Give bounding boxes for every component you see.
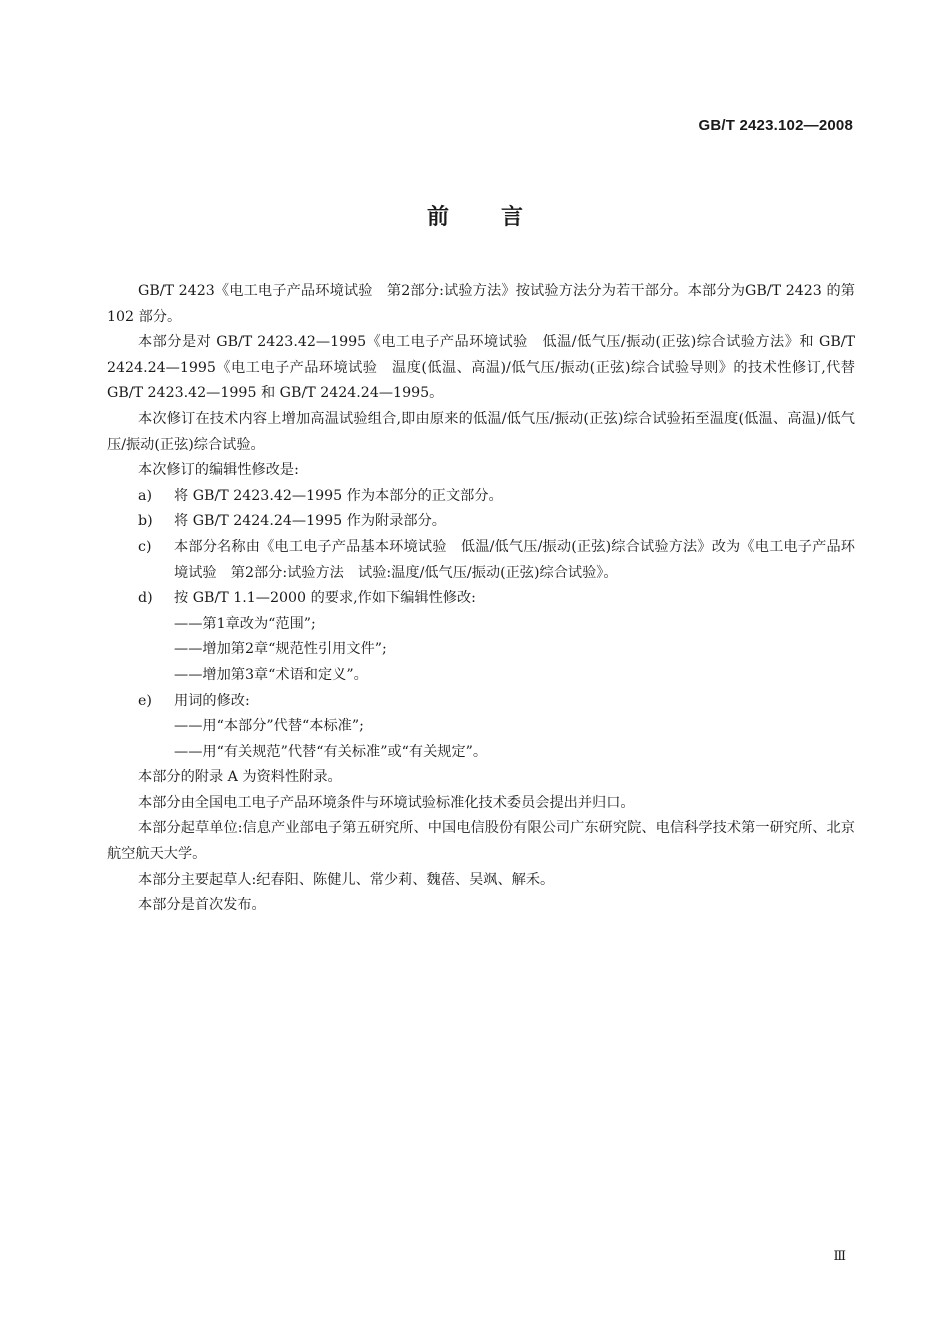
paragraph-first-release: 本部分是首次发布。 xyxy=(138,897,266,914)
sub-item-d3: ——增加第3章“术语和定义”。 xyxy=(174,666,368,683)
list-marker-c: c) xyxy=(138,538,152,555)
list-item-e xyxy=(107,689,855,715)
list-item-a xyxy=(107,484,855,510)
sub-item-e1: ——用“本部分”代替“本标准”; xyxy=(174,718,364,735)
title-char-2: 言 xyxy=(501,205,524,230)
page-number: Ⅲ xyxy=(833,1249,846,1264)
list-marker-b: b) xyxy=(138,513,153,530)
list-text-c: 本部分名称由《电工电子产品基本环境试验 低温/低气压/振动(正弦)综合试验方法》改为《电工电子产品环境试验 第2部分:试验方法 试验:温度/低气压/振动(正弦)综合试验》。 xyxy=(174,538,855,581)
page-title xyxy=(0,200,950,231)
title-char-1: 前 xyxy=(426,205,449,230)
paragraph-technical-change: 本次修订在技术内容上增加高温试验组合,即由原来的低温/低气压/振动(正弦)综合试验拓至温度(低温、高温)/低气压/振动(正弦)综合试验。 xyxy=(107,410,855,453)
list-marker-a: a) xyxy=(138,487,152,504)
paragraph-scope: GB/T 2423《电工电子产品环境试验 第2部分:试验方法》按试验方法分为若干部分。本部分为GB/T 2423 的第102 部分。 xyxy=(107,283,855,325)
paragraph-drafters: 本部分主要起草人:纪春阳、陈健儿、常少莉、魏蓓、吴飒、解禾。 xyxy=(138,871,555,888)
list-text-e: 用词的修改: xyxy=(174,692,250,709)
list-item-b xyxy=(107,509,855,535)
sub-item-e2: ——用“有关规范”代替“有关标准”或“有关规定”。 xyxy=(174,743,488,760)
list-text-d: 按 GB/T 1.1—2000 的要求,作如下编辑性修改: xyxy=(174,590,476,607)
list-marker-d: d) xyxy=(138,590,153,607)
paragraph-appendix: 本部分的附录 A 为资料性附录。 xyxy=(138,769,342,786)
foreword-body xyxy=(107,279,855,919)
paragraph-editorial-intro: 本次修订的编辑性修改是: xyxy=(138,462,299,479)
sub-item-d1: ——第1章改为“范围”; xyxy=(174,615,316,632)
list-item-c xyxy=(107,535,855,586)
paragraph-revision-basis: 本部分是对 GB/T 2423.42—1995《电工电子产品环境试验 低温/低气压/振动(正弦)综合试验方法》和 GB/T 2424.24—1995《电工电子产品环境试验 温度(低温、高温)/低气压/振动(正弦)综合试验导则》的技术性修订,代替 GB/T 2423.42—1995 和 GB/T 2424.24—1995。 xyxy=(107,334,855,402)
list-text-a: 将 GB/T 2423.42—1995 作为本部分的正文部分。 xyxy=(174,487,503,504)
paragraph-drafting-units: 本部分起草单位:信息产业部电子第五研究所、中国电信股份有限公司广东研究院、电信科学技术第一研究所、北京航空航天大学。 xyxy=(107,820,855,863)
list-marker-e: e) xyxy=(138,692,152,709)
sub-item-d2: ——增加第2章“规范性引用文件”; xyxy=(174,641,387,658)
list-item-d xyxy=(107,586,855,612)
paragraph-committee: 本部分由全国电工电子产品环境条件与环境试验标准化技术委员会提出并归口。 xyxy=(138,794,635,811)
list-text-b: 将 GB/T 2424.24—1995 作为附录部分。 xyxy=(174,513,446,530)
document-number: GB/T 2423.102—2008 xyxy=(698,117,853,134)
